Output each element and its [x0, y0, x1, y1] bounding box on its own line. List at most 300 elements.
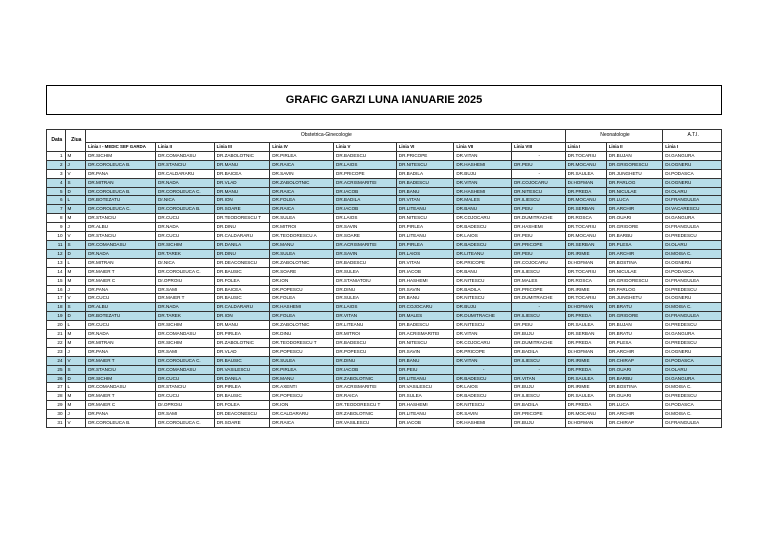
doctor-cell: DR.TOCARIU — [565, 151, 606, 160]
doctor-cell: Dr.GANGURA — [663, 374, 722, 383]
doctor-cell: DR.COMANDASU — [156, 330, 215, 339]
doctor-cell: DR.JUNGHETU — [606, 294, 663, 303]
doctor-cell: DR.IRIMIE — [565, 383, 606, 392]
doctor-cell: DR.SAULEA — [565, 321, 606, 330]
doctor-cell: DR.NICULAE — [606, 267, 663, 276]
doctor-cell: DR.DUMITRACHE — [511, 294, 565, 303]
doctor-cell: DR.HASHEMI — [454, 187, 512, 196]
table-row — [47, 401, 722, 410]
doctor-cell: DR.RAICA — [270, 160, 334, 169]
doctor-cell: DR.POPESCU — [270, 285, 334, 294]
table-row — [47, 392, 722, 401]
doctor-cell: DR.SICHIM — [86, 151, 156, 160]
doctor-cell: DR.GRIGORE — [606, 223, 663, 232]
doctor-cell: DR.LAIOS — [334, 303, 397, 312]
doctor-cell: DR.CUCU — [86, 294, 156, 303]
doctor-cell: DR.BUJU — [511, 383, 565, 392]
doctor-cell: DR.BOSTINA — [606, 258, 663, 267]
doctor-cell: DR.VLAD — [214, 178, 270, 187]
doctor-cell: DR.MAIER C — [86, 276, 156, 285]
doctor-cell: DR.BAUSIC — [214, 392, 270, 401]
day-number: 12 — [47, 249, 66, 258]
header-neonatologie: Neonatologie — [565, 130, 663, 143]
doctor-cell: DR.IACOB — [396, 419, 454, 428]
doctor-cell: DR.STANCIU — [156, 160, 215, 169]
weekday-letter: J — [65, 223, 86, 232]
doctor-cell: DR.ALBU — [86, 223, 156, 232]
day-number: 19 — [47, 312, 66, 321]
doctor-cell: DR.RAICA — [270, 205, 334, 214]
doctor-cell: DR.TEODORESCU A — [270, 232, 334, 241]
doctor-cell: DR.ZABOLOTNIC — [270, 321, 334, 330]
table-row — [47, 240, 722, 249]
doctor-cell: DR.SAMI — [156, 285, 215, 294]
day-number: 2 — [47, 160, 66, 169]
doctor-cell: DR.SOARE — [214, 419, 270, 428]
line-header: Linia I - MEDIC SEF GARDA — [86, 143, 156, 152]
doctor-cell: DR.ARCHIR — [606, 205, 663, 214]
doctor-cell: DR.IACOB — [334, 205, 397, 214]
doctor-cell: DR.SOARE — [270, 267, 334, 276]
doctor-cell: DR.MANU — [214, 160, 270, 169]
doctor-cell: DR.ION — [214, 312, 270, 321]
doctor-cell: DR.ION — [270, 276, 334, 285]
doctor-cell: DR.IACOB — [334, 187, 397, 196]
doctor-cell: DR.COROLEUCA C. — [156, 187, 215, 196]
doctor-cell: DR.LAIOS — [454, 383, 512, 392]
doctor-cell: DR.PIRLEA — [270, 365, 334, 374]
doctor-cell: Dr.GANGURA — [663, 330, 722, 339]
doctor-cell: DR.BADILA — [396, 169, 454, 178]
day-number: 15 — [47, 276, 66, 285]
weekday-letter: M — [65, 205, 86, 214]
doctor-cell: DR.FOLEA — [214, 401, 270, 410]
doctor-cell: DR.BOTEZATU — [86, 312, 156, 321]
doctor-cell: DR.MOCANU — [565, 410, 606, 419]
weekday-letter: M — [65, 151, 86, 160]
doctor-cell: DR.NADA — [156, 223, 215, 232]
doctor-cell: DR.LAIOS — [454, 232, 512, 241]
doctor-cell: DR.ROSCA — [565, 276, 606, 285]
doctor-cell: Dr.HOFMAN — [565, 303, 606, 312]
doctor-cell: DR.OUARI — [606, 392, 663, 401]
doctor-cell: DR.PRICOPE — [511, 240, 565, 249]
doctor-cell: DR.DUMITRACHE — [454, 312, 512, 321]
doctor-cell: Dr.PODASCA — [663, 401, 722, 410]
doctor-cell: Dr.OGNERU — [663, 258, 722, 267]
weekday-letter: J — [65, 160, 86, 169]
doctor-cell: DR.MITRAN — [86, 338, 156, 347]
doctor-cell: DR.SULEA — [270, 356, 334, 365]
table-row — [47, 356, 722, 365]
doctor-cell: DR.LITEANU — [334, 321, 397, 330]
doctor-cell: DR.LUCA — [606, 196, 663, 205]
doctor-cell: DR.CHIRAP — [606, 419, 663, 428]
day-number: 13 — [47, 258, 66, 267]
doctor-cell: Dr.OGNERU — [663, 160, 722, 169]
doctor-cell: DR.CUCU — [156, 374, 215, 383]
doctor-cell: DR.NADA — [86, 249, 156, 258]
table-row — [47, 276, 722, 285]
doctor-cell: DR.TAREK — [156, 312, 215, 321]
weekday-letter: S — [65, 178, 86, 187]
doctor-cell: DR.BADESCU — [454, 374, 512, 383]
doctor-cell: DR.LAIOS — [396, 249, 454, 258]
doctor-cell: DR.BARBU — [606, 232, 663, 241]
doctor-cell: Dr.GANGURA — [663, 151, 722, 160]
doctor-cell: Dr.FRANGULEA — [663, 312, 722, 321]
weekday-letter: J — [65, 285, 86, 294]
doctor-cell: DR.BANU — [454, 267, 512, 276]
doctor-cell: - — [511, 151, 565, 160]
doctor-cell: - — [511, 365, 565, 374]
doctor-cell: DR.HASHEMI — [396, 401, 454, 410]
doctor-cell: DR.SICHIM — [156, 338, 215, 347]
day-number: 18 — [47, 303, 66, 312]
doctor-cell: DR.ROSCA — [565, 214, 606, 223]
table-row — [47, 151, 722, 160]
doctor-cell: DR.PLESA — [606, 240, 663, 249]
doctor-cell: DR.VASILESCU — [334, 419, 397, 428]
doctor-cell: DR.MAIER T — [86, 356, 156, 365]
doctor-cell: DR.BAUSIC — [214, 356, 270, 365]
doctor-cell: DR.MITRAN — [86, 258, 156, 267]
doctor-cell: DR.HASHEMI — [454, 419, 512, 428]
day-number: 14 — [47, 267, 66, 276]
doctor-cell: - — [511, 303, 565, 312]
line-header: Linia I — [565, 143, 606, 152]
doctor-cell: DR.LAIOS — [334, 214, 397, 223]
doctor-cell: DR.TEODORESCU T — [334, 401, 397, 410]
doctor-cell: DR.DINU — [334, 285, 397, 294]
doctor-cell: DR.SICHIM — [86, 374, 156, 383]
doctor-cell: DR.MOCANU — [565, 160, 606, 169]
table-row — [47, 374, 722, 383]
doctor-cell: DR.DANILA — [214, 240, 270, 249]
weekday-letter: M — [65, 276, 86, 285]
doctor-cell: DR.NADA — [156, 178, 215, 187]
doctor-cell: DR.DUMITRACHE — [511, 214, 565, 223]
doctor-cell: DR.BAUSIC — [214, 294, 270, 303]
doctor-cell: Dr.HOFMAN — [565, 419, 606, 428]
table-row — [47, 312, 722, 321]
doctor-cell: DR.BRATU — [606, 330, 663, 339]
doctor-cell: DR.COMANDASU — [156, 151, 215, 160]
header-ati: A.T.I. — [663, 130, 722, 143]
doctor-cell: DR.PANA — [86, 347, 156, 356]
doctor-cell: DR.OUARI — [606, 214, 663, 223]
doctor-cell: DR.VITAN — [454, 178, 512, 187]
header-ziua: Ziua — [65, 130, 86, 152]
doctor-cell: DR.MOCANU — [565, 196, 606, 205]
doctor-cell: Dr.HOFMAN — [565, 258, 606, 267]
doctor-cell: DR.SAVIN — [396, 347, 454, 356]
table-row — [47, 410, 722, 419]
doctor-cell: DR.NITESCU — [396, 338, 454, 347]
doctor-cell: DR.SULEA — [334, 294, 397, 303]
doctor-cell: DR.BAUSIC — [214, 267, 270, 276]
doctor-cell: DR.COJOCARU — [511, 258, 565, 267]
doctor-cell: DR.BUJAN — [606, 151, 663, 160]
doctor-cell: DR.IACOB — [334, 365, 397, 374]
day-number: 1 — [47, 151, 66, 160]
doctor-cell: DR.BADILA — [454, 285, 512, 294]
doctor-cell: DR.COROLEUCA B. — [86, 160, 156, 169]
doctor-cell: DR.NITESCU — [511, 187, 565, 196]
table-row — [47, 338, 722, 347]
day-number: 24 — [47, 356, 66, 365]
doctor-cell: DR.NITESCU — [454, 276, 512, 285]
doctor-cell: DR.COROLEUCA C. — [156, 356, 215, 365]
doctor-cell: DR.PEIU — [511, 232, 565, 241]
doctor-cell: DR.LAIOS — [334, 160, 397, 169]
line-header: Linia V — [334, 143, 397, 152]
doctor-cell: Dr.HOFMAN — [565, 178, 606, 187]
doctor-cell: DR.NITESCU — [454, 321, 512, 330]
doctor-cell: DR.ILIESCU — [511, 312, 565, 321]
doctor-cell: DR.FOLEA — [214, 276, 270, 285]
day-number: 21 — [47, 330, 66, 339]
doctor-cell: DR.ILIESCU — [511, 267, 565, 276]
doctor-cell: DR.ACRISMARITEI — [334, 240, 397, 249]
doctor-cell: DR.BADESCU — [334, 151, 397, 160]
day-number: 11 — [47, 240, 66, 249]
day-number: 8 — [47, 214, 66, 223]
doctor-cell: Dr.FRANGULEA — [663, 196, 722, 205]
doctor-cell: DR.BANU — [396, 356, 454, 365]
day-number: 9 — [47, 223, 66, 232]
weekday-letter: M — [65, 338, 86, 347]
weekday-letter: V — [65, 419, 86, 428]
doctor-cell: DR.VITAN — [511, 374, 565, 383]
line-header: Linia II — [606, 143, 663, 152]
doctor-cell: DR.TOCARIU — [565, 223, 606, 232]
doctor-cell: DR.POPESCU — [270, 392, 334, 401]
guard-schedule-table — [46, 129, 722, 428]
day-number: 20 — [47, 321, 66, 330]
doctor-cell: DR.PREDA — [565, 365, 606, 374]
table-row — [47, 258, 722, 267]
doctor-cell: Dr.MOISA C. — [663, 303, 722, 312]
day-number: 3 — [47, 169, 66, 178]
doctor-cell: DR.PEIU — [511, 205, 565, 214]
doctor-cell: DR.CUCU — [86, 321, 156, 330]
doctor-cell: DR.PEIU — [511, 160, 565, 169]
doctor-cell: Dr.PREDESCU — [663, 321, 722, 330]
doctor-cell: DR.COJOCARU — [396, 303, 454, 312]
doctor-cell: Dr.OPROIU — [156, 401, 215, 410]
doctor-cell: DR.BADESCU — [454, 240, 512, 249]
weekday-letter: M — [65, 401, 86, 410]
table-row — [47, 187, 722, 196]
weekday-letter: V — [65, 169, 86, 178]
doctor-cell: DR.NITESCU — [454, 401, 512, 410]
table-row — [47, 321, 722, 330]
doctor-cell: DR.MALES — [454, 196, 512, 205]
weekday-letter: M — [65, 392, 86, 401]
doctor-cell: DR.BADILA — [334, 196, 397, 205]
doctor-cell: DR.BAICEA — [214, 285, 270, 294]
table-row — [47, 419, 722, 428]
line-header: Linia VII — [454, 143, 512, 152]
doctor-cell: DR.IACOB — [396, 267, 454, 276]
day-number: 23 — [47, 347, 66, 356]
doctor-cell: DR.CUCU — [156, 214, 215, 223]
doctor-cell: DR.PANA — [86, 169, 156, 178]
doctor-cell: Dr.MOISA C. — [663, 249, 722, 258]
doctor-cell: DR.DEACONESCU — [214, 258, 270, 267]
doctor-cell: DR.VITAN — [396, 258, 454, 267]
doctor-cell: DR.PEIU — [396, 365, 454, 374]
line-header: Linia VIII — [511, 143, 565, 152]
doctor-cell: DR.ZABOLOTNIC — [214, 338, 270, 347]
table-row — [47, 383, 722, 392]
doctor-cell: DR.HASHEMI — [454, 160, 512, 169]
doctor-cell: DR.MAIER T — [86, 392, 156, 401]
weekday-letter: S — [65, 303, 86, 312]
doctor-cell: DR.LITEANU — [454, 249, 512, 258]
doctor-cell: DR.PREDA — [565, 338, 606, 347]
day-number: 31 — [47, 419, 66, 428]
doctor-cell: DR.SERBAN — [565, 330, 606, 339]
doctor-cell: DR.DINU — [334, 356, 397, 365]
doctor-cell: DR.SICHIM — [156, 321, 215, 330]
doctor-cell: Dr.OGNERU — [663, 347, 722, 356]
doctor-cell: DR.SULEA — [270, 214, 334, 223]
doctor-cell: DR.PRICOPE — [454, 258, 512, 267]
day-number: 7 — [47, 205, 66, 214]
doctor-cell: DR.ARCHIR — [606, 410, 663, 419]
doctor-cell: DR.MITROI — [334, 330, 397, 339]
doctor-cell: DR.COROLEUCA B. — [86, 419, 156, 428]
doctor-cell: DR.STANCIU — [86, 365, 156, 374]
header-obstetrica-ginecologie: Obstetrica-Ginecologie — [86, 130, 566, 143]
day-number: 16 — [47, 285, 66, 294]
doctor-cell: DR.RAICA — [270, 187, 334, 196]
day-number: 27 — [47, 383, 66, 392]
doctor-cell: DR.COJOCARU — [454, 338, 512, 347]
doctor-cell: DR.ZABOLOTNIC — [270, 258, 334, 267]
doctor-cell: DR.VITAN — [396, 196, 454, 205]
day-number: 5 — [47, 187, 66, 196]
doctor-cell: DR.VLAD — [214, 347, 270, 356]
doctor-cell: DR.GRIGORESCU — [606, 160, 663, 169]
doctor-cell: DR.SAULEA — [565, 169, 606, 178]
doctor-cell: Dr.OLARU — [663, 365, 722, 374]
doctor-cell: DR.BANU — [454, 205, 512, 214]
line-header: Linia IV — [270, 143, 334, 152]
doctor-cell: DR.MAIER T — [86, 267, 156, 276]
doctor-cell: DR.CALDARARU — [156, 169, 215, 178]
doctor-cell: Dr.PODASCA — [663, 169, 722, 178]
doctor-cell: DR.COJOCARU — [511, 178, 565, 187]
doctor-cell: Dr.OLARU — [663, 187, 722, 196]
doctor-cell: DR.STANIATOIU — [334, 276, 397, 285]
doctor-cell: DR.VITAN — [454, 356, 512, 365]
doctor-cell: DR.VASILESCU — [396, 383, 454, 392]
doctor-cell: DR.PRICOPE — [454, 347, 512, 356]
table-row — [47, 365, 722, 374]
doctor-cell: DR.CALDARARU — [214, 303, 270, 312]
doctor-cell: DR.CUCU — [156, 232, 215, 241]
line-header: Linia III — [214, 143, 270, 152]
doctor-cell: DR.HASHEMI — [270, 303, 334, 312]
doctor-cell: DR.DINU — [270, 330, 334, 339]
doctor-cell: Dr.PODASCA — [663, 267, 722, 276]
doctor-cell: DR.TEODORESCU T — [270, 338, 334, 347]
doctor-cell: DR.COMANDASU — [156, 365, 215, 374]
doctor-cell: DR.DINU — [214, 223, 270, 232]
doctor-cell: DR.FOLEA — [270, 196, 334, 205]
doctor-cell: DR.MITROI — [270, 223, 334, 232]
doctor-cell: DR.VITAN — [454, 151, 512, 160]
weekday-letter: S — [65, 365, 86, 374]
doctor-cell: DR.GRIGORE — [606, 312, 663, 321]
doctor-cell: DR.LITEANU — [396, 232, 454, 241]
day-number: 29 — [47, 401, 66, 410]
doctor-cell: Dr.MOISA C. — [663, 410, 722, 419]
doctor-cell: DR.DINU — [214, 249, 270, 258]
doctor-cell: Dr.NICA — [156, 196, 215, 205]
doctor-cell: DR.IRIMIE — [565, 249, 606, 258]
doctor-cell: DR.BADESCU — [454, 392, 512, 401]
doctor-cell: DR.MOCANU — [565, 232, 606, 241]
doctor-cell: DR.BUJU — [511, 419, 565, 428]
doctor-cell: DR.BADESCU — [454, 223, 512, 232]
doctor-cell: DR.POPESCU — [334, 347, 397, 356]
day-number: 26 — [47, 374, 66, 383]
doctor-cell: DR.JUNGHETU — [606, 169, 663, 178]
doctor-cell: DR.IRIMIE — [565, 285, 606, 294]
doctor-cell: DR.SAMI — [156, 410, 215, 419]
doctor-cell: DR.BANU — [396, 187, 454, 196]
doctor-cell: DR.PIRLEA — [270, 151, 334, 160]
doctor-cell: DR.PREDA — [565, 312, 606, 321]
doctor-cell: DR.BADILA — [511, 347, 565, 356]
doctor-cell: DR.SAULEA — [565, 374, 606, 383]
doctor-cell: DR.CALDARARU — [214, 232, 270, 241]
doctor-cell: DR.ALBU — [86, 303, 156, 312]
doctor-cell: DR.PREDA — [565, 187, 606, 196]
doctor-cell: DR.LITEANU — [396, 374, 454, 383]
doctor-cell: DR.MITRAN — [86, 178, 156, 187]
doctor-cell: DR.STANCIU — [156, 383, 215, 392]
doctor-cell: DR.SULEA — [334, 267, 397, 276]
weekday-letter: M — [65, 214, 86, 223]
doctor-cell: DR.HASHEMI — [396, 276, 454, 285]
doctor-cell: DR.CUCU — [156, 392, 215, 401]
doctor-cell: DR.BANU — [396, 294, 454, 303]
doctor-cell: DR.ILIESCU — [511, 392, 565, 401]
weekday-letter: S — [65, 240, 86, 249]
doctor-cell: Dr.PREDESCU — [663, 232, 722, 241]
day-number: 28 — [47, 392, 66, 401]
doctor-cell: DR.PARLOG — [606, 285, 663, 294]
doctor-cell: Dr.OGNERU — [663, 294, 722, 303]
doctor-cell: DR.NADA — [156, 303, 215, 312]
doctor-cell: DR.BADESCU — [396, 321, 454, 330]
doctor-cell: DR.AXENTI — [270, 383, 334, 392]
doctor-cell: DR.BAICEA — [214, 169, 270, 178]
weekday-letter: D — [65, 249, 86, 258]
doctor-cell: DR.NITESCU — [396, 160, 454, 169]
doctor-cell: DR.BUJU — [454, 303, 512, 312]
doctor-cell: DR.SULEA — [396, 392, 454, 401]
doctor-cell: DR.COROLEUCA B. — [86, 187, 156, 196]
page-title: GRAFIC GARZI LUNA IANUARIE 2025 — [46, 85, 722, 115]
table-row — [47, 178, 722, 187]
doctor-cell: DR.VITAN — [334, 312, 397, 321]
